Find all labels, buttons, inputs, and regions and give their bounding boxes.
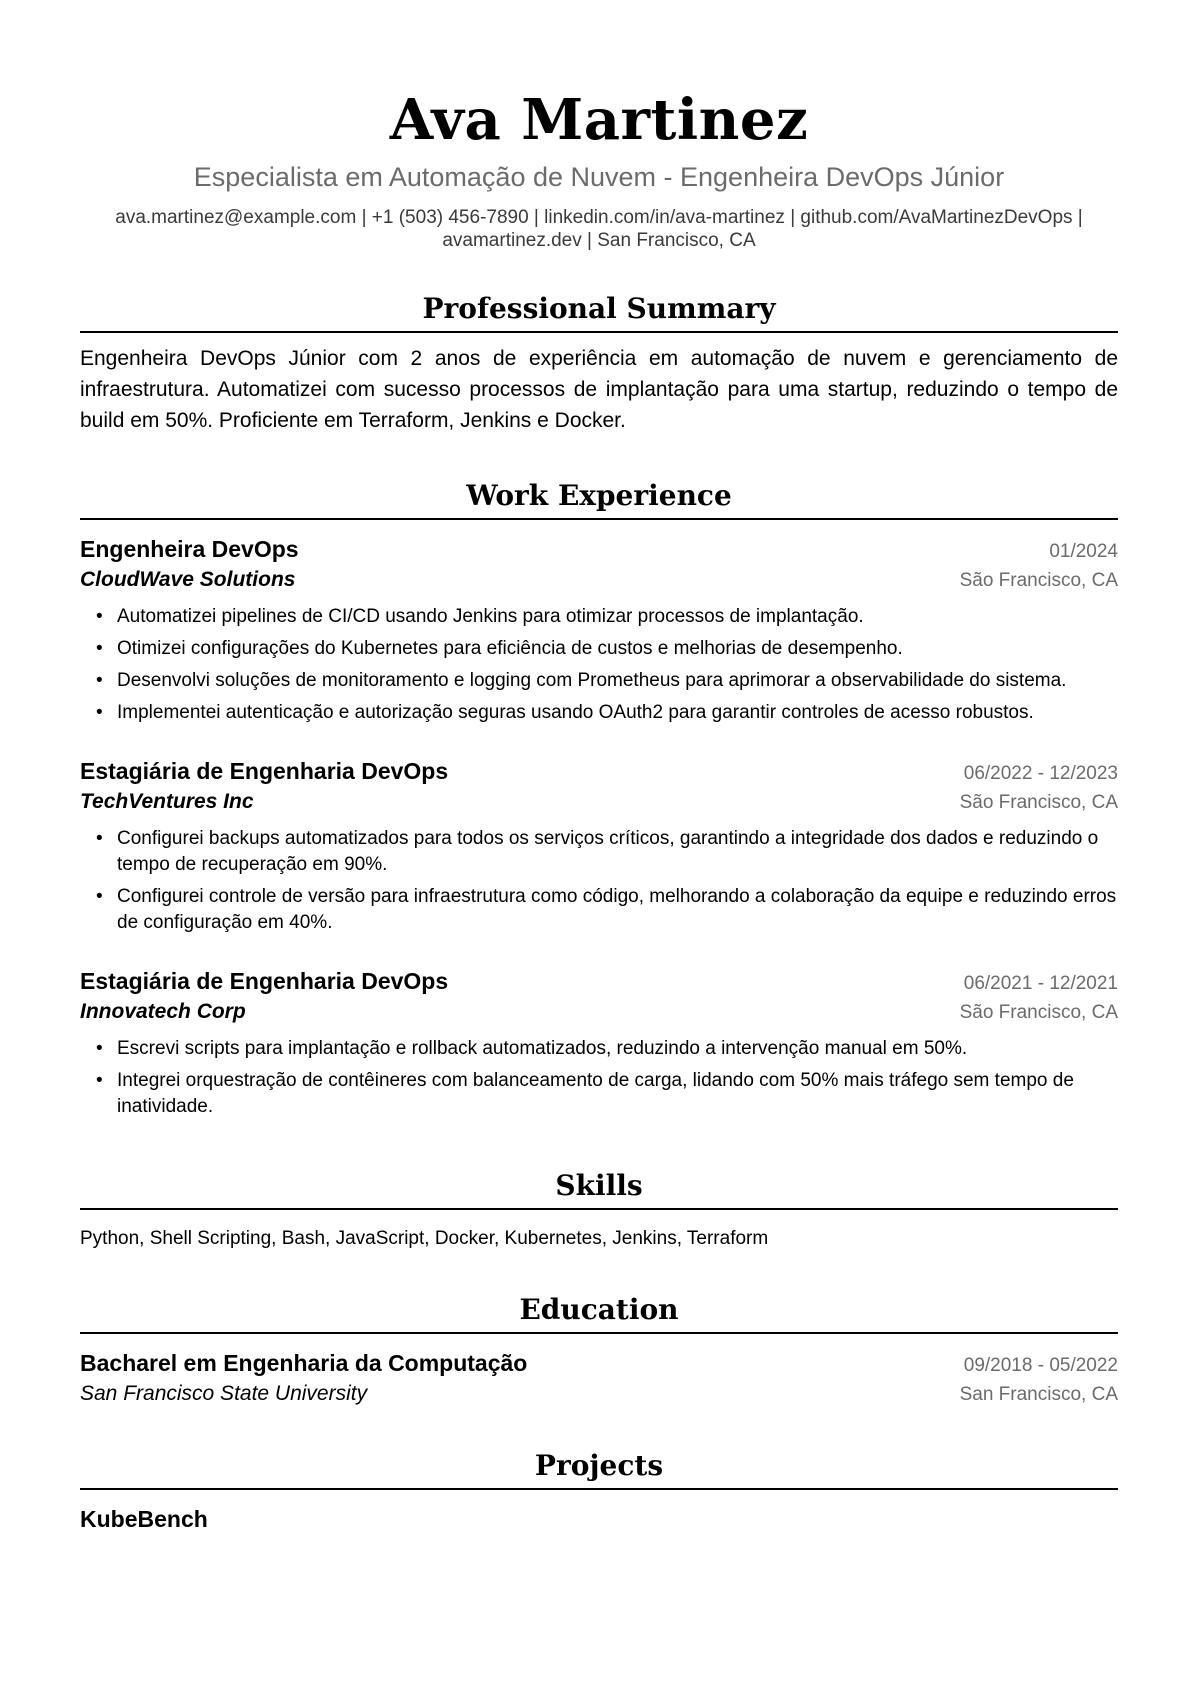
job-bullets <box>80 1036 1118 1120</box>
job-date: 06/2022 - 12/2023 <box>963 763 1118 784</box>
bullet-item: • Escrevi scripts para implantação e rollback automatizados, reduzindo a intervenção manual em 50%. <box>80 1036 1118 1062</box>
summary-section <box>80 291 1118 436</box>
section-title-skills: Skills <box>80 1168 1118 1210</box>
section-title-projects: Projects <box>80 1448 1118 1490</box>
job-company: CloudWave Solutions <box>80 568 296 591</box>
summary-text: Engenheira DevOps Júnior com 2 anos de experiência em automação de nuvem e gerenciamento de infraestrutura. Automatizei com sucesso processos de implantação para uma startup, reduzindo o tempo de build em 50%. Proficiente em Terraform, Jenkins e Docker. <box>80 347 1118 432</box>
job-date: 01/2024 <box>1049 541 1118 562</box>
projects-section <box>80 1448 1118 1535</box>
job-bullets <box>80 604 1118 726</box>
job-date: 06/2021 - 12/2021 <box>963 973 1118 994</box>
section-title-education: Education <box>80 1292 1118 1334</box>
project-title: KubeBench <box>80 1506 208 1532</box>
bullet-dot-icon: • <box>96 828 103 849</box>
job-bullets <box>80 826 1118 936</box>
bullet-dot-icon: • <box>96 1070 103 1091</box>
job-entry <box>80 966 1118 1120</box>
degree-name: Bacharel em Engenharia da Computação <box>80 1350 528 1376</box>
job-role: Estagiária de Engenharia DevOps <box>80 968 449 994</box>
job-location: São Francisco, CA <box>959 1002 1118 1023</box>
bullet-item: • Desenvolvi soluções de monitoramento e logging com Prometheus para aprimorar a observabilidade do sistema. <box>80 668 1118 694</box>
bullet-item: • Configurei backups automatizados para todos os serviços críticos, garantindo a integridade dos dados e reduzindo o tempo de recuperação em 90%. <box>96 828 1099 875</box>
bullet-dot-icon: • <box>96 670 103 691</box>
skills-list: Python, Shell Scripting, Bash, JavaScript, Docker, Kubernetes, Jenkins, Terraform <box>80 1228 769 1249</box>
contact-info <box>80 206 1118 252</box>
bullet-item: • Implementei autenticação e autorização seguras usando OAuth2 para garantir controles de acesso robustos. <box>80 700 1118 726</box>
candidate-name: Ava Martinez <box>389 87 809 153</box>
education-location: San Francisco, CA <box>959 1384 1118 1405</box>
school-name: San Francisco State University <box>80 1382 368 1405</box>
bullet-item: • Otimizei configurações do Kubernetes para eficiência de custos e melhorias de desempenho. <box>80 636 1118 662</box>
bullet-item: • Automatizei pipelines de CI/CD usando Jenkins para otimizar processos de implantação. <box>80 604 1118 630</box>
bullet-item: • Configurei controle de versão para infraestrutura como código, melhorando a colaboração da equipe e reduzindo erros de configuração em 40%. <box>96 886 1117 933</box>
education-date: 09/2018 - 05/2022 <box>963 1355 1118 1376</box>
job-entry <box>80 756 1118 936</box>
education-entry <box>80 1348 1118 1408</box>
experience-section <box>80 478 1118 1120</box>
job-company: Innovatech Corp <box>80 1000 246 1023</box>
job-role: Estagiária de Engenharia DevOps <box>80 758 449 784</box>
section-title-experience: Work Experience <box>80 478 1118 520</box>
job-role: Engenheira DevOps <box>80 536 299 562</box>
job-location: São Francisco, CA <box>959 570 1118 591</box>
bullet-item: • Integrei orquestração de contêineres com balanceamento de carga, lidando com 50% mais tráfego sem tempo de inatividade. <box>96 1070 1074 1117</box>
candidate-headline: Especialista em Automação de Nuvem - Engenheira DevOps Júnior <box>193 162 1005 192</box>
section-title-summary: Professional Summary <box>80 291 1118 333</box>
job-location: São Francisco, CA <box>959 792 1118 813</box>
bullet-dot-icon: • <box>96 638 103 659</box>
bullet-dot-icon: • <box>96 1038 103 1059</box>
skills-section <box>80 1168 1118 1252</box>
job-entry <box>80 534 1118 726</box>
bullet-dot-icon: • <box>96 606 103 627</box>
resume-page <box>80 0 1118 1535</box>
contact-line-2: avamartinez.dev | San Francisco, CA <box>442 230 756 251</box>
job-company: TechVentures Inc <box>80 790 254 813</box>
contact-line-1: ava.martinez@example.com | +1 (503) 456-7890 | linkedin.com/in/ava-martinez | github.com/AvaMartinezDevOps | <box>115 207 1083 228</box>
bullet-dot-icon: • <box>96 702 103 723</box>
education-section <box>80 1292 1118 1408</box>
bullet-dot-icon: • <box>96 886 103 907</box>
